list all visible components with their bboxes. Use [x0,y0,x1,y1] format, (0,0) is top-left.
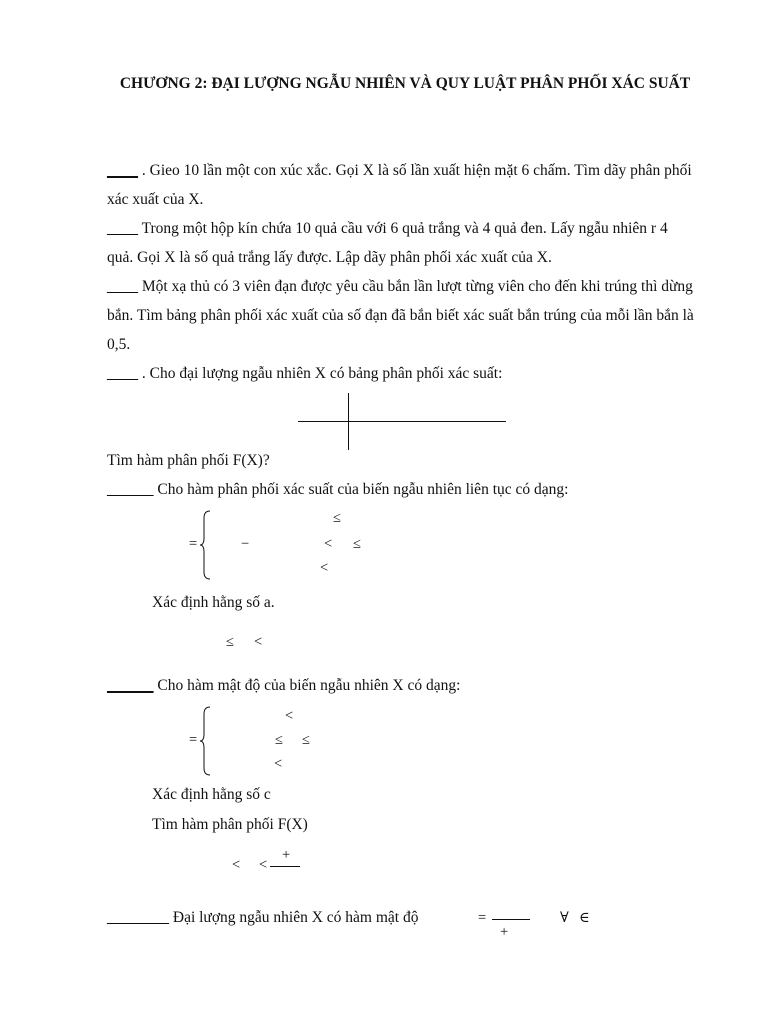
equals-sign: = [189,536,198,552]
exercise-6-q2: Tìm hàm phân phối F(X) [152,816,308,833]
lt-sign: < [254,634,263,650]
plus-sign: + [282,847,291,863]
answer-blank[interactable]: ________ [107,909,169,926]
fraction-bar [270,866,300,867]
exercise-5-q1: Xác định hằng số a. [152,594,275,611]
answer-blank[interactable]: ____ [107,278,138,295]
lt-sign: < [259,857,268,873]
exercise-4-question: Tìm hàm phân phối F(X)? [107,452,270,469]
lt-sign: < [320,560,329,576]
answer-blank[interactable]: ____ [107,220,138,237]
leq-sign: ≤ [353,536,361,552]
exercise-text: Đại lượng ngẫu nhiên X có hàm mật độ [169,909,419,926]
leq-sign: ≤ [275,732,283,748]
equals-sign: = [478,910,487,926]
fraction-bar [492,919,530,920]
leq-sign: ≤ [226,634,234,650]
lt-sign: < [274,756,283,772]
exercise-3 [107,272,697,359]
leq-sign: ≤ [302,732,310,748]
exercise-text: . Cho đại lượng ngẫu nhiên X có bảng phân phối xác suất: [138,365,503,382]
distribution-table-hline [298,421,506,422]
lt-sign: < [324,536,333,552]
exercise-6 [107,677,460,695]
equals-sign: = [189,732,198,748]
exercise-5 [107,481,568,499]
exercise-1 [107,156,697,214]
answer-blank[interactable]: ____ [107,365,138,382]
left-brace-icon [200,706,212,776]
exercise-text: Cho hàm mật độ của biến ngẫu nhiên X có dạng: [153,677,461,694]
answer-blank[interactable]: ______ [107,481,154,498]
exercise-text: Trong một hộp kín chứa 10 quả cầu với 6 quả trắng và 4 quả đen. Lấy ngẫu nhiên r 4 quả. Gọi X là số quả trắng lấy được. Lập dãy phân phối xác xuất của X. [107,220,668,266]
minus-sign: − [241,536,250,552]
left-brace-icon [200,510,212,580]
exercise-text: Cho hàm phân phối xác suất của biến ngẫu nhiên liên tục có dạng: [153,481,569,498]
element-of-sign: ∈ [579,910,590,926]
distribution-table-vline [348,393,349,450]
lt-sign: < [285,708,294,724]
plus-sign: + [500,924,509,940]
exercise-2 [107,214,697,272]
exercise-text: Một xạ thủ có 3 viên đạn được yêu cầu bắn lần lượt từng viên cho đến khi trúng thì dừng bắn. Tìm bảng phân phối xác xuất của số đạn đã bắn biết xác suất bắn trúng của mỗi lần bắn là 0,5. [107,278,694,353]
answer-blank[interactable]: ______ [107,677,154,694]
leq-sign: ≤ [333,510,341,526]
exercise-6-q1: Xác định hằng số c [152,786,271,803]
exercise-4 [107,359,697,388]
forall-sign: ∀ [560,910,569,926]
exercise-7 [107,909,418,927]
answer-blank[interactable]: ____ [107,162,138,179]
lt-sign: < [232,857,241,873]
exercise-text: . Gieo 10 lần một con xúc xắc. Gọi X là số lần xuất hiện mặt 6 chấm. Tìm dãy phân phối xác xuất của X. [107,162,692,208]
chapter-title: CHƯƠNG 2: ĐẠI LƯỢNG NGẪU NHIÊN VÀ QUY LUẬT PHÂN PHỐI XÁC SUẤT [119,75,691,92]
